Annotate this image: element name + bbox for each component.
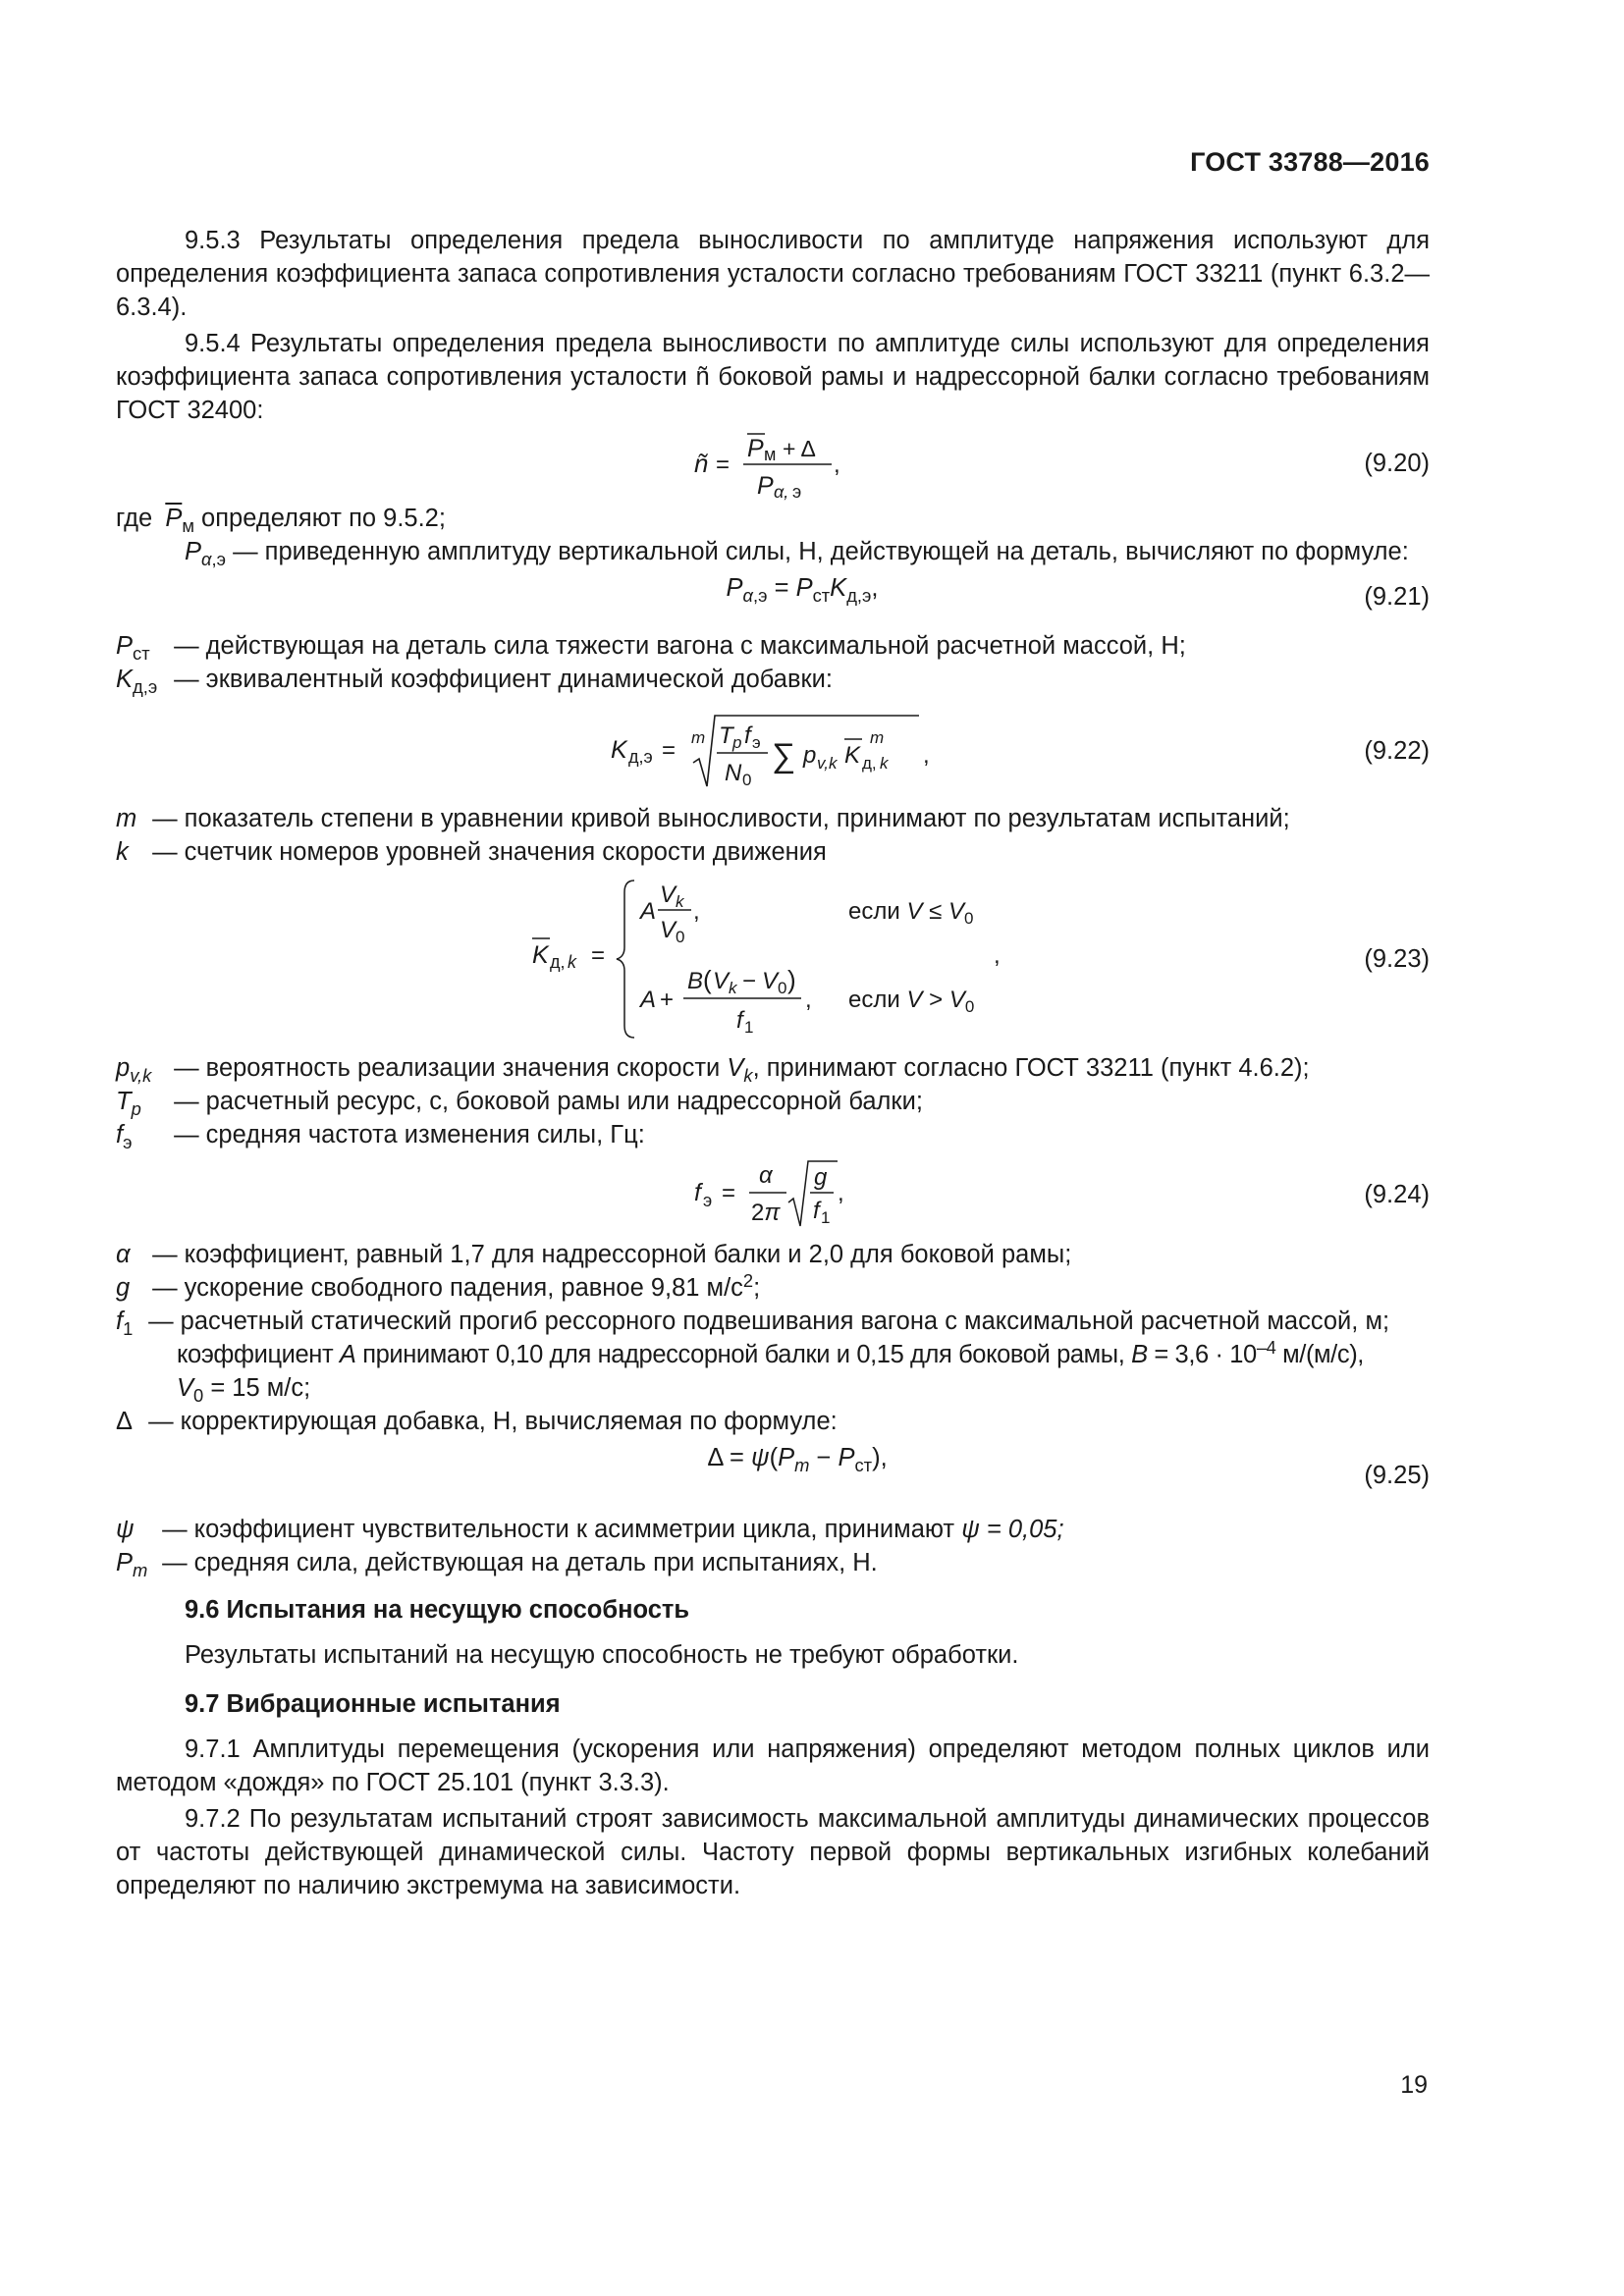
- def-psi: ψ — коэффициент чувствительности к асимметрии цикла, принимают ψ = 0,05;: [116, 1513, 1430, 1546]
- symbol-pae: $P_{\alpha,э}$: [185, 538, 226, 569]
- lhs-f: f: [694, 1179, 701, 1206]
- formula-9-25: $\Delta = \psi(P_m - P_{ст})$,: [707, 1444, 888, 1476]
- sum-k: K: [844, 742, 861, 769]
- root-den: f: [813, 1198, 820, 1224]
- root-num: g: [814, 1164, 828, 1191]
- def-alpha: α — коэффициент, равный 1,7 для надрессорной балки и 2,0 для боковой рамы;: [116, 1238, 1430, 1271]
- equation-number: (9.20): [1364, 450, 1430, 477]
- frac-num: T: [719, 722, 733, 749]
- root-index: m: [691, 728, 706, 747]
- case2-comma: ,: [805, 987, 812, 1013]
- def-pm: где $\overline{P}_м$ определяют по 9.5.2;: [116, 502, 1430, 535]
- equation-9-20: [116, 427, 1430, 500]
- section-9-7-title: 9.7 Вибрационные испытания: [185, 1690, 561, 1718]
- symbol-tp: $T_p$: [116, 1088, 141, 1119]
- formula-comma: ,: [838, 1180, 844, 1206]
- case2-plus: +: [660, 987, 675, 1013]
- document-header: ГОСТ 33788—2016: [1190, 147, 1430, 177]
- formula-comma: ,: [923, 742, 930, 769]
- v0-note: $V_0 = 15$ м/с;: [177, 1374, 311, 1406]
- def-delta: Δ — корректирующая добавка, Н, вычисляемая по формуле:: [116, 1405, 1430, 1438]
- case1-comma: ,: [693, 898, 700, 925]
- frac-den: N: [725, 760, 742, 786]
- page-number: 19: [1400, 2071, 1428, 2099]
- case2-v0-sub: 0: [778, 979, 787, 997]
- frac-num: α: [759, 1162, 773, 1189]
- symbol-pst: $P_{ст}$: [116, 632, 150, 664]
- sum-power: m: [870, 728, 885, 747]
- lhs-k: K: [532, 941, 549, 969]
- case2-cond: если $V > V_0$: [848, 987, 975, 1016]
- frac-den: 2π: [751, 1200, 781, 1226]
- symbol-psi: ψ: [116, 1516, 135, 1543]
- frac-num-f: f: [744, 722, 751, 749]
- lhs-sub: э: [703, 1191, 713, 1210]
- def-kde: $K_{д,э}$ — эквивалентный коэффициент динамической добавки:: [116, 663, 1430, 696]
- section-9-6-text: Результаты испытаний на несущую способность не требуют обработки.: [185, 1641, 1019, 1669]
- case1-den-sub: 0: [676, 928, 685, 946]
- case1-cond: если $V \le V_0$: [848, 898, 974, 928]
- frac-num-sub: p: [732, 733, 742, 752]
- paragraph-9-7-2: 9.7.2 По результатам испытаний строят зависимость максимальной амплитуды динамических процессов от частоты действующей динамической силы. Частоту первой формы вертикальных изгибных колебаний определяют по наличию экстремума на зависимости.: [116, 1805, 1430, 1899]
- def-tp: $T_p$ — расчетный ресурс, с, боковой рамы или надрессорной балки;: [116, 1085, 1430, 1118]
- symbol-pmean: $P_m$: [116, 1549, 148, 1580]
- case2-vk-sub: k: [729, 979, 737, 997]
- lhs-sub2: k: [568, 952, 576, 972]
- formula-lhs: ñ: [694, 449, 709, 478]
- brace: [617, 881, 634, 1038]
- equation-number: (9.22): [1364, 737, 1430, 765]
- symbol-g: g: [116, 1274, 131, 1302]
- equation-number: (9.23): [1364, 945, 1430, 973]
- frac-num-f-sub: э: [752, 733, 761, 752]
- symbol-pm: $\overline{P}_м$: [165, 505, 194, 536]
- sum-p: p: [803, 742, 817, 769]
- equation-9-23: [116, 873, 1430, 1045]
- formula-comma: ,: [834, 452, 840, 478]
- paragraph-9-5-3: 9.5.3 Результаты определения предела выносливости по амплитуде напряжения используют для определения коэффициента запаса сопротивления усталости согласно требованиям ГОСТ 33211 (пункт 6.3.2—6.3.4).: [116, 227, 1430, 321]
- equation-number: (9.24): [1364, 1181, 1430, 1208]
- formula-9-20: [694, 427, 851, 500]
- formula-9-22: [611, 702, 935, 800]
- formula-9-23: [532, 873, 1013, 1045]
- coef-a-b-note: коэффициент A принимают 0,10 для надрессорной балки и 0,15 для боковой рамы, $B = 3,6 \cdot 10^{-4}$ м/(м/с),: [177, 1337, 1364, 1368]
- symbol-k: k: [116, 838, 129, 866]
- def-f1: $f_1$ — расчетный статический прогиб рессорного подвешивания вагона с максимальной расчетной массой, м;: [116, 1305, 1430, 1338]
- symbol-fe: $f_э$: [116, 1121, 133, 1152]
- case2-den-sub: 1: [744, 1018, 754, 1037]
- case2-num: B: [687, 968, 704, 994]
- sum-k-sub: д,: [862, 754, 877, 773]
- symbol-kde: $K_{д,э}$: [116, 666, 158, 697]
- lhs-sub: д,: [550, 952, 566, 972]
- case1-num: V: [660, 881, 677, 908]
- denominator-sub: α,: [774, 482, 789, 502]
- numerator-sub: м: [764, 445, 777, 464]
- denominator-sub2: э: [792, 482, 802, 502]
- def-pae: $P_{\alpha,э}$ — приведенную амплитуду вертикальной силы, Н, действующей на деталь, вычисляют по формуле:: [185, 538, 1409, 569]
- def-m: m — показатель степени в уравнении кривой выносливости, принимают по результатам испытаний;: [116, 802, 1430, 835]
- formula-9-24: [694, 1153, 851, 1236]
- symbol-f1: $f_1$: [116, 1308, 134, 1339]
- case1-num-sub: k: [676, 892, 684, 911]
- case1-den: V: [660, 917, 677, 943]
- denominator-p: P: [757, 472, 774, 500]
- def-k: k — счетчик номеров уровней значения скорости движения: [116, 835, 1430, 869]
- equation-number: (9.21): [1364, 583, 1430, 611]
- formula-equals: =: [662, 737, 677, 764]
- numerator-p: P: [747, 435, 764, 462]
- sum-p-sub: v,k: [817, 754, 838, 773]
- def-g: g — ускорение свободного падения, равное 9,81 $м/с^2$;: [116, 1271, 1430, 1305]
- case2-a: A: [640, 987, 657, 1013]
- lhs-sub: д,э: [628, 747, 653, 767]
- case1-a: A: [640, 898, 657, 925]
- def-pmean: $P_m$ — средняя сила, действующая на деталь при испытаниях, Н.: [116, 1546, 1430, 1579]
- def-pst: $P_{ст}$ — действующая на деталь сила тяжести вагона с максимальной расчетной массой, Н;: [116, 629, 1430, 663]
- formula-equals: =: [722, 1180, 736, 1206]
- formula-comma: ,: [994, 942, 1001, 969]
- formula-equals: =: [591, 942, 606, 969]
- case2-vk: V: [713, 968, 730, 994]
- paragraph-9-5-4: 9.5.4 Результаты определения предела выносливости по амплитуде силы используют для определения коэффициента запаса сопротивления усталости ñ боковой рамы и надрессорной балки согласно требованиям ГОСТ 32400:: [116, 330, 1430, 424]
- document-body: [116, 224, 1430, 1902]
- equation-9-21: [116, 570, 1430, 623]
- equation-9-25: [116, 1440, 1430, 1511]
- case2-v0: V: [762, 968, 779, 994]
- symbol-pvk: $p_{v,k}$: [116, 1054, 152, 1086]
- case2-paren-close: ): [787, 965, 796, 994]
- symbol-alpha: α: [116, 1241, 131, 1268]
- equation-9-22: [116, 702, 1430, 800]
- formula-equals: =: [716, 452, 731, 478]
- equation-9-24: [116, 1153, 1430, 1236]
- numerator-rest: + Δ: [783, 436, 816, 461]
- lhs-k: K: [611, 736, 627, 764]
- frac-den-sub: 0: [742, 771, 752, 789]
- case2-minus: −: [742, 968, 757, 994]
- paragraph-9-7-1: 9.7.1 Амплитуды перемещения (ускорения или напряжения) определяют методом полных циклов или методом «дождя» по ГОСТ 25.101 (пункт 3.3.3).: [116, 1735, 1430, 1796]
- symbol-delta: Δ: [116, 1408, 134, 1435]
- case2-den: f: [736, 1007, 743, 1034]
- section-9-6-title: 9.6 Испытания на несущую способность: [185, 1596, 690, 1624]
- symbol-m: m: [116, 805, 137, 832]
- case2-paren-open: (: [703, 965, 712, 994]
- equation-number: (9.25): [1364, 1462, 1430, 1489]
- sum-sign: ∑: [772, 737, 796, 774]
- root-den-sub: 1: [821, 1208, 831, 1227]
- def-fe: $f_э$ — средняя частота изменения силы, Гц:: [116, 1118, 1430, 1151]
- def-pvk: $p_{v,k}$ — вероятность реализации значения скорости $V_k$, принимают согласно ГОСТ 33211 (пункт 4.6.2);: [116, 1051, 1430, 1085]
- sum-k-sub2: k: [880, 754, 889, 773]
- formula-9-21: $P_{\alpha,э} = P_{ст}K_{д,э}$,: [726, 574, 879, 607]
